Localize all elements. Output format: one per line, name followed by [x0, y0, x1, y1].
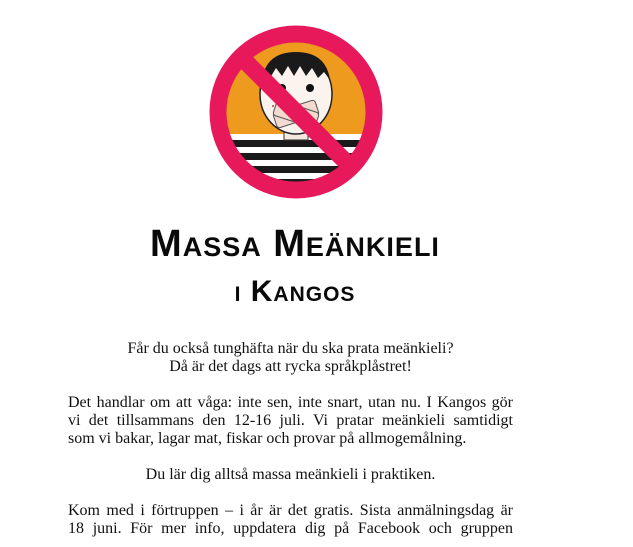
practice-paragraph	[68, 466, 513, 484]
page-subtitle: i Kangos	[234, 275, 356, 308]
no-speaking-illustration-icon	[206, 22, 386, 202]
flyer-body	[68, 340, 513, 547]
right-eye	[306, 84, 314, 92]
paragraph-line: Du lär dig alltså massa meänkieli i praktiken.	[145, 466, 436, 483]
paragraph-line: Kom med i förtruppen – i år är det gratis. Sista anmälningsdag är	[68, 502, 513, 519]
description-paragraph	[68, 394, 513, 448]
paragraph-line: vi det tillsammans den 12-16 juli. Vi pratar meänkieli samtidigt	[68, 412, 513, 429]
paragraph-line: Det handlar om att våga: inte sen, inte snart, utan nu. I Kangos gör	[68, 394, 513, 411]
intro-line: Då är det dags att rycka språkplåstret!	[169, 358, 412, 375]
paragraph-line: 18 juni. För mer info, uppdatera dig på Facebook och gruppen	[68, 520, 513, 537]
intro-line: Får du också tunghäfta när du ska prata meänkieli?	[127, 340, 454, 357]
signup-paragraph	[68, 502, 513, 538]
intro-paragraph	[68, 340, 513, 376]
paragraph-line: som vi bakar, lagar mat, fiskar och provar på allmogemålning.	[68, 430, 467, 447]
page-title: Massa Meänkieli	[150, 223, 440, 265]
